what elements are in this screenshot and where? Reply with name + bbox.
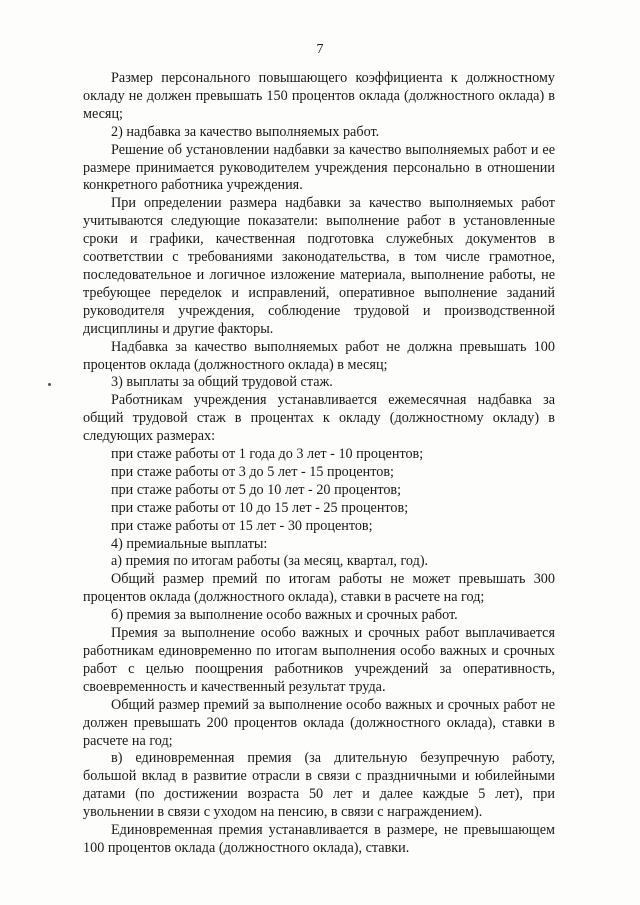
list-item-seniority-10-15: при стаже работы от 10 до 15 лет - 25 процентов; [111,499,409,516]
paragraph-one-time-bonus-limit: Единовременная премия устанавливается в размере, не превышающем 100 процентов оклада (должностного оклада), ставки. [83,822,555,856]
scan-speck [48,383,51,386]
paragraph-quality-bonus-heading: 2) надбавка за качество выполняемых работ. [111,123,380,140]
paragraph-bonus-urgent-heading: б) премия за выполнение особо важных и срочных работ. [111,607,458,624]
paragraph-quality-bonus-limit: Надбавка за качество выполняемых работ не должна превышать 100 процентов оклада (должностного оклада) в месяц; [83,338,555,373]
paragraph-coefficient-limit: Размер персонального повышающего коэффициента к должностному окладу не должен превышать 150 процентов оклада (должностного оклада) в месяц; [83,70,555,122]
paragraph-bonus-heading: 4) премиальные выплаты: [111,535,268,552]
paragraph-seniority-heading: 3) выплаты за общий трудовой стаж. [111,374,333,391]
paragraph-seniority-intro: Работникам учреждения устанавливается ежемесячная надбавка за общий трудовой стаж в процентах к окладу (должностному окладу) в следующих размерах: [83,392,555,445]
paragraph-bonus-urgent-description: Премия за выполнение особо важных и срочных работ выплачивается работникам единовременно по итогам выполнения особо важных и срочных работ с целью поощрения работников учреждений за оперативность, своевременность и качественный результат труда. [83,625,555,695]
paragraph-quality-bonus-decision: Решение об установлении надбавки за качество выполняемых работ и ее размере принимается руководителем учреждения персонально в отношении конкретного работника учреждения. [83,141,555,194]
paragraph-quality-bonus-criteria: При определении размера надбавки за качество выполняемых работ учитываются следующие показатели: выполнение работ в установленные сроки и графики, качественная подготовка служебных документов в соответствии с требованиями законодательства, в том числе грамотное, последовательное и логичное изложение материала, выполнение работы, не требующее переделок и исправлений, оперативное выполнение заданий руководителя учреждения, соблюдение трудовой и производственной дисциплины и другие факторы. [83,195,555,337]
document-body [83,70,555,858]
list-item-seniority-3-5: при стаже работы от 3 до 5 лет - 15 процентов; [111,463,394,480]
paragraph-bonus-results-limit: Общий размер премий по итогам работы не может превышать 300 процентов оклада (должностного оклада), ставки в расчете на год; [83,571,555,606]
list-item-seniority-1-3: при стаже работы от 1 года до 3 лет - 10 процентов; [111,446,424,463]
list-item-seniority-15-plus: при стаже работы от 15 лет - 30 процентов; [111,517,373,534]
page-number: 7 [316,42,324,57]
list-item-seniority-5-10: при стаже работы от 5 до 10 лет - 20 процентов; [111,481,402,498]
paragraph-one-time-bonus: в) единовременная премия (за длительную безупречную работу, большой вклад в развитие отрасли в связи с праздничными и юбилейными датами (по достижении возраста 50 лет и далее каждые 5 лет), при увольнении в связи с уходом на пенсию, в связи с награждением). [83,750,555,821]
paragraph-bonus-urgent-limit: Общий размер премий за выполнение особо важных и срочных работ не должен превышать 200 процентов оклада (должностного оклада), ставки в расчете на год; [83,696,555,749]
paragraph-bonus-results: а) премия по итогам работы (за месяц, квартал, год). [111,553,429,570]
